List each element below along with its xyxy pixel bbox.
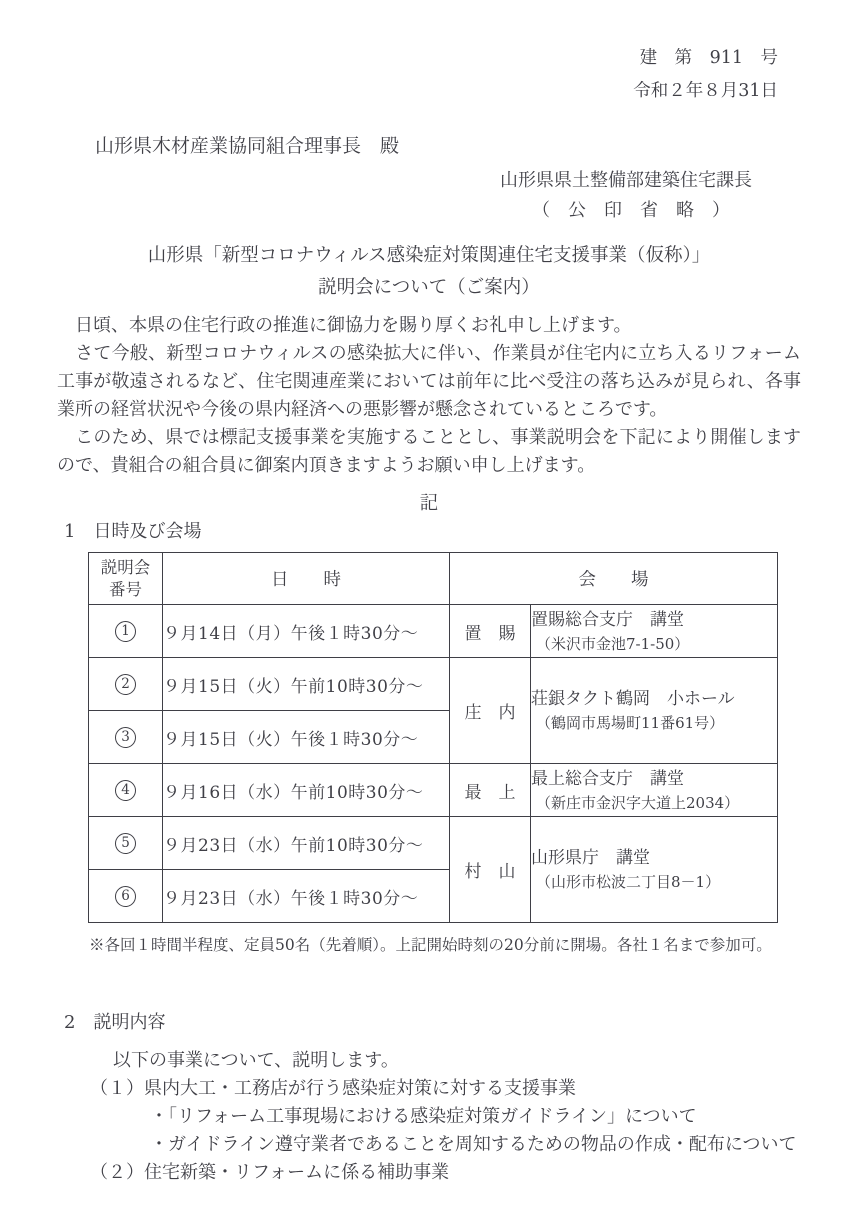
col-header-venue: 会 場 bbox=[450, 553, 778, 605]
sender-title: 山形県県土整備部建築住宅課長 bbox=[500, 170, 752, 191]
region-cell: 置 賜 bbox=[450, 605, 531, 658]
region-cell: 最 上 bbox=[450, 764, 531, 817]
venue-cell bbox=[531, 817, 778, 923]
datetime-cell: ９月23日（水）午前10時30分～ bbox=[163, 817, 450, 870]
venue-name: 山形県庁 講堂 bbox=[531, 848, 650, 868]
paragraph-background: さて今般、新型コロナウィルスの感染拡大に伴い、作業員が住宅内に立ち入るリフォーム工事が敬遠されるなど、住宅関連産業においては前年に比べ受注の落ち込みが見られ、各事業所の経営状況や今後の県内経済への悪影響が懸念されているところです。 bbox=[57, 343, 801, 420]
venue-cell bbox=[531, 658, 778, 764]
addressee: 山形県木材産業協同組合理事長 殿 bbox=[95, 135, 400, 157]
datetime-cell: ９月16日（水）午前10時30分～ bbox=[163, 764, 450, 817]
datetime-cell: ９月14日（月）午後１時30分～ bbox=[163, 605, 450, 658]
section2 bbox=[0, 1009, 858, 1187]
venue-address: （山形市松波二丁目8－1） bbox=[536, 873, 721, 891]
doc-date: 令和２年８月31日 bbox=[633, 81, 778, 101]
seal-omitted-note: （ 公 印 省 略 ） bbox=[532, 200, 730, 221]
doc-number: 建 第 911 号 bbox=[639, 48, 778, 68]
schedule-table bbox=[88, 552, 778, 923]
datetime-cell: ９月15日（火）午後１時30分～ bbox=[163, 711, 450, 764]
paragraph-greeting: 日頃、本県の住宅行政の推進に御協力を賜り厚くお礼申し上げます。 bbox=[57, 315, 632, 336]
col-header-session-number-line1: 説明会 bbox=[100, 557, 151, 577]
session-number-cell bbox=[89, 658, 163, 711]
col-header-datetime: 日 時 bbox=[163, 553, 450, 605]
venue-name: 最上総合支庁 講堂 bbox=[531, 768, 684, 789]
section2-item-1-sub-2: ・ガイドライン遵守業者であることを周知するための物品の作成・配布について bbox=[150, 1134, 797, 1155]
col-header-session-number bbox=[89, 553, 163, 605]
venue-address: （鶴岡市馬場町11番61号） bbox=[536, 714, 725, 732]
venue-cell bbox=[531, 605, 778, 658]
circled-number-badge: 1 bbox=[115, 621, 136, 642]
circled-number-badge: 3 bbox=[115, 727, 136, 748]
session-number-cell bbox=[89, 711, 163, 764]
section2-item-1: （１）県内大工・工務店が行う感染症対策に対する支援事業 bbox=[90, 1078, 576, 1099]
record-marker: 記 bbox=[419, 493, 439, 514]
session-number-cell bbox=[89, 764, 163, 817]
datetime-cell: ９月15日（火）午前10時30分～ bbox=[163, 658, 450, 711]
document-title-line2: 説明会について（ご案内） bbox=[318, 277, 540, 298]
sender-block bbox=[500, 166, 762, 226]
table-row bbox=[89, 605, 778, 658]
session-number-cell bbox=[89, 817, 163, 870]
circled-number-badge: 5 bbox=[115, 833, 136, 854]
section1-heading: 1 日時及び会場 bbox=[64, 521, 202, 542]
circled-number-badge: 6 bbox=[115, 886, 136, 907]
session-number-cell bbox=[89, 870, 163, 923]
table-header-row bbox=[89, 553, 778, 605]
section2-item-1-sub-1: ・「リフォーム工事現場における感染症対策ガイドライン」について bbox=[150, 1106, 697, 1127]
document-title-line1: 山形県「新型コロナウィルス感染症対策関連住宅支援事業（仮称）」 bbox=[147, 245, 711, 266]
datetime-cell: ９月23日（水）午後１時30分～ bbox=[163, 870, 450, 923]
venue-address: （米沢市金池7-1-50） bbox=[536, 634, 690, 653]
document-header bbox=[0, 0, 858, 108]
venue-name: 荘銀タクト鶴岡 小ホール bbox=[531, 689, 735, 709]
region-cell: 庄 内 bbox=[450, 658, 531, 764]
region-cell: 村 山 bbox=[450, 817, 531, 923]
section2-item-2: （２）住宅新築・リフォームに係る補助事業 bbox=[90, 1162, 450, 1183]
paragraph-request: このため、県では標記支援事業を実施することとし、事業説明会を下記により開催しますので、貴組合の組合員に御案内頂きますようお願い申し上げます。 bbox=[57, 427, 801, 476]
venue-cell bbox=[531, 764, 778, 817]
section2-heading: 2 説明内容 bbox=[64, 1012, 166, 1033]
session-number-cell bbox=[89, 605, 163, 658]
venue-name: 置賜総合支庁 講堂 bbox=[531, 609, 684, 630]
table-row bbox=[89, 658, 778, 711]
table-row bbox=[89, 764, 778, 817]
venue-address: （新庄市金沢字大道上2034） bbox=[536, 793, 740, 812]
circled-number-badge: 4 bbox=[115, 780, 136, 801]
document-title bbox=[0, 240, 858, 304]
section2-intro: 以下の事業について、説明します。 bbox=[113, 1050, 399, 1071]
table-row bbox=[89, 817, 778, 870]
body-text bbox=[57, 312, 801, 480]
circled-number-badge: 2 bbox=[115, 674, 136, 695]
col-header-session-number-line2: 番号 bbox=[109, 579, 142, 599]
table-note: ※各回１時間半程度、定員50名（先着順）。上記開始時刻の20分前に開場。各社１名まで参加可。 bbox=[89, 936, 772, 954]
